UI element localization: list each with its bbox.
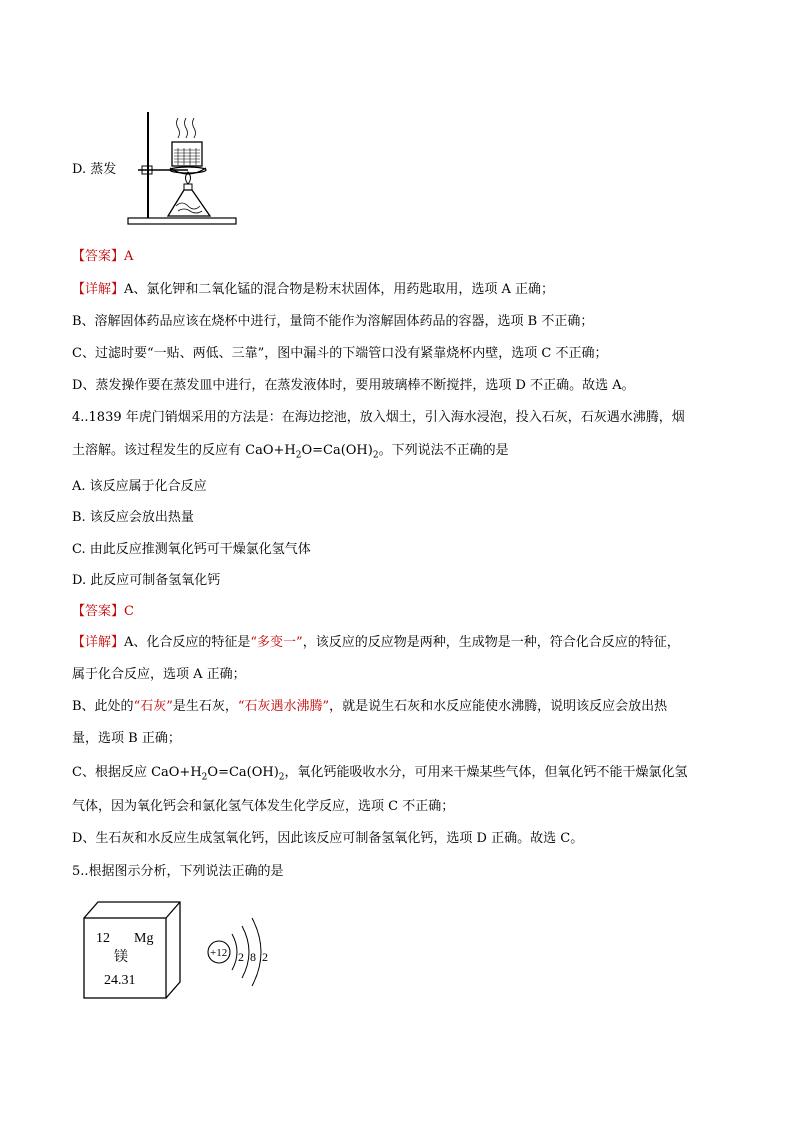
detail-text: ，氧化钙能吸收水分，可用来干燥某些气体，但氧化钙不能干燥氯化氢 — [284, 765, 688, 780]
q3-detail-b: B、溶解固体药品应该在烧杯中进行，量筒不能作为溶解固体药品的容器，选项 B 不正确； — [72, 314, 594, 329]
stem-text: 土溶解。该过程发生的反应有 CaO+H — [72, 443, 296, 458]
evaporation-apparatus-figure — [120, 110, 240, 230]
shell-1-electrons: 2 — [238, 950, 244, 964]
q4-answer — [72, 602, 134, 622]
detail-label: 【详解】 — [72, 635, 125, 650]
q4-detail-a-line2: 属于化合反应，选项 A 正确； — [72, 667, 246, 682]
q3-detail-d: D、蒸发操作要在蒸发皿中进行，在蒸发液体时，要用玻璃棒不断搅拌，选项 D 不正确。故选 A。 — [72, 378, 635, 393]
q4-option-a: A. 该反应属于化合反应 — [72, 479, 207, 494]
q4-detail-c — [72, 763, 688, 788]
q4-option-c: C. 由此反应推测氧化钙可干燥氯化氢气体 — [72, 542, 311, 557]
detail-text: A、氯化钾和二氧化锰的混合物是粉末状固体，用药匙取用，选项 A 正确； — [124, 282, 555, 297]
element-number: 12 — [96, 931, 110, 946]
element-symbol: Mg — [134, 931, 154, 946]
detail-text: C、根据反应 CaO+H — [72, 765, 202, 780]
q4-detail-a — [72, 633, 680, 653]
answer-label: 【答案】 — [72, 249, 125, 264]
answer-value: A — [124, 249, 134, 264]
detail-text: B、此处的 — [72, 699, 134, 714]
q3-answer — [72, 247, 133, 267]
element-name: 镁 — [114, 949, 128, 965]
subscript: 2 — [295, 450, 302, 461]
detail-text: ，就是说生石灰和水反应能使水沸腾，说明该反应会放出热 — [329, 699, 668, 714]
element-mass: 24.31 — [104, 973, 136, 988]
stem-text: O=Ca(OH) — [301, 443, 373, 458]
answer-value: C — [124, 604, 134, 619]
detail-text: ，该反应的反应物是两种，生成物是一种，符合化合反应的特征， — [302, 635, 680, 650]
q4-detail-b-line2: 量，选项 B 正确； — [72, 731, 181, 746]
detail-text: A、化合反应的特征是 — [124, 635, 251, 650]
q4-option-d: D. 此反应可制备氢氧化钙 — [72, 573, 221, 588]
detail-text: O=Ca(OH) — [207, 765, 279, 780]
quote-text: “石灰” — [133, 699, 173, 714]
q3-option-d: D. 蒸发 — [72, 162, 117, 177]
q3-detail-a — [72, 280, 554, 300]
nucleus-charge: +12 — [210, 947, 228, 959]
q4-stem-line2 — [72, 441, 509, 466]
quote-text: “多变一” — [250, 635, 303, 650]
q4-detail-c-line2: 气体，因为氧化钙会和氯化氢气体发生化学反应，选项 C 不正确； — [72, 799, 455, 814]
subscript: 2 — [201, 772, 208, 783]
magnesium-element-figure — [82, 900, 302, 1000]
detail-text: 是生石灰， — [172, 699, 238, 714]
subscript: 2 — [278, 772, 285, 783]
q3-detail-c: C、过滤时要“一贴、两低、三靠”，图中漏斗的下端管口没有紧靠烧杯内壁，选项 C 不正确； — [72, 346, 608, 361]
q4-detail-d: D、生石灰和水反应生成氢氧化钙，因此该反应可制备氢氧化钙，选项 D 正确。故选 C。 — [72, 831, 584, 846]
stem-text: 。下列说法不正确的是 — [378, 443, 509, 458]
q4-option-b: B. 该反应会放出热量 — [72, 510, 194, 525]
q5-stem: 5..根据图示分析，下列说法正确的是 — [72, 864, 284, 879]
answer-label: 【答案】 — [72, 604, 125, 619]
q4-detail-b — [72, 697, 667, 717]
q4-stem-line1: 4..1839 年虎门销烟采用的方法是：在海边挖池，放入烟土，引入海水浸泡，投入石灰，石灰遇水沸腾，烟 — [72, 410, 685, 425]
subscript: 2 — [372, 450, 379, 461]
shell-2-electrons: 8 — [250, 950, 256, 964]
quote-text: “石灰遇水沸腾” — [237, 699, 330, 714]
detail-label: 【详解】 — [72, 282, 125, 297]
shell-3-electrons: 2 — [262, 950, 268, 964]
